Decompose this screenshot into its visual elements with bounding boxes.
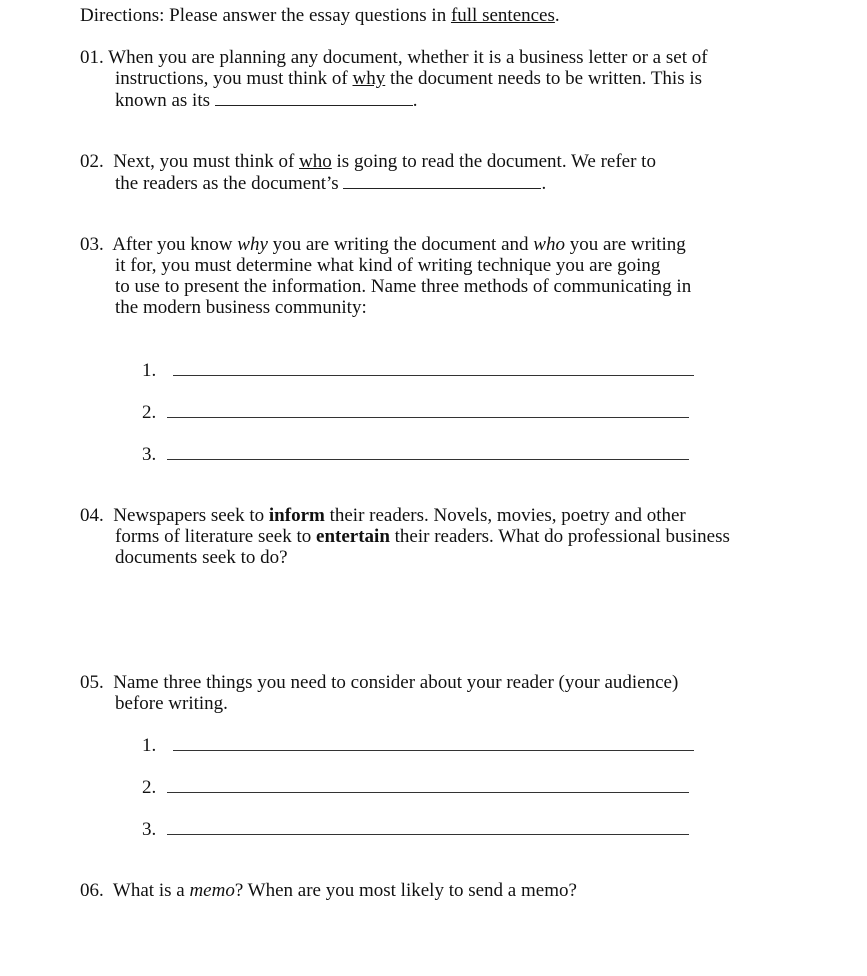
answer-number: 1. xyxy=(142,360,157,381)
answer-line[interactable] xyxy=(142,359,694,381)
emphasis-memo: memo xyxy=(189,880,235,901)
answer-rule[interactable] xyxy=(167,401,689,418)
question-number: 05. xyxy=(80,672,104,693)
question-01 xyxy=(80,47,708,111)
answer-rule[interactable] xyxy=(167,443,689,460)
answer-rule[interactable] xyxy=(167,776,689,793)
question-number: 06. xyxy=(80,880,104,901)
question-number: 02. xyxy=(80,151,104,172)
question-text: it for, you must determine what kind of writing technique you are going xyxy=(115,255,661,276)
emphasis-who: who xyxy=(533,234,565,255)
question-text: before writing. xyxy=(115,693,228,714)
question-text: the modern business community: xyxy=(115,297,367,318)
answer-line[interactable] xyxy=(142,443,689,465)
question-text: forms of literature seek to xyxy=(115,526,317,547)
emphasis-entertain: entertain xyxy=(316,526,390,547)
answer-number: 3. xyxy=(142,444,157,465)
question-text: you are writing the document and xyxy=(267,234,534,255)
directions xyxy=(80,5,560,26)
answer-number: 3. xyxy=(142,819,157,840)
answer-number: 2. xyxy=(142,402,157,423)
answer-number: 2. xyxy=(142,777,157,798)
answer-line[interactable] xyxy=(142,776,689,798)
question-text: Name three things you need to consider about your reader (your audience) xyxy=(113,672,679,693)
question-text: known as its xyxy=(115,90,215,111)
answer-rule[interactable] xyxy=(167,818,689,835)
question-06 xyxy=(80,880,577,901)
answer-rule[interactable] xyxy=(173,734,694,751)
question-text: Newspapers seek to xyxy=(113,505,269,526)
fill-in-blank[interactable] xyxy=(343,172,541,189)
question-text: When you are planning any document, whether it is a business letter or a set of xyxy=(108,47,708,68)
question-number: 04. xyxy=(80,505,104,526)
question-text: the document needs to be written. This is xyxy=(385,68,703,89)
question-text: What is a xyxy=(112,880,190,901)
question-text: . xyxy=(412,90,418,111)
question-05 xyxy=(80,672,678,714)
answer-number: 1. xyxy=(142,735,157,756)
emphasis-why: why xyxy=(237,234,268,255)
answer-line[interactable] xyxy=(142,818,689,840)
question-02 xyxy=(80,151,656,194)
question-text: is going to read the document. We refer to xyxy=(331,151,656,172)
answer-line[interactable] xyxy=(142,401,689,423)
question-text: ? When are you most likely to send a memo? xyxy=(234,880,577,901)
question-text: the readers as the document’s xyxy=(115,173,344,194)
question-number: 03. xyxy=(80,234,104,255)
question-04 xyxy=(80,505,730,568)
question-text: their readers. Novels, movies, poetry and other xyxy=(324,505,686,526)
question-text: Next, you must think of xyxy=(113,151,300,172)
answer-rule[interactable] xyxy=(173,359,694,376)
question-number: 01. xyxy=(80,47,104,68)
question-text: instructions, you must think of xyxy=(115,68,353,89)
directions-text: Directions: Please answer the essay questions in xyxy=(80,5,451,26)
fill-in-blank[interactable] xyxy=(215,89,413,106)
emphasis-why: why xyxy=(352,68,386,89)
emphasis-who: who xyxy=(299,151,332,172)
question-text: you are writing xyxy=(564,234,686,255)
question-text: documents seek to do? xyxy=(115,547,288,568)
question-text: their readers. What do professional business xyxy=(389,526,730,547)
emphasis-inform: inform xyxy=(268,505,325,526)
answer-line[interactable] xyxy=(142,734,694,756)
directions-emphasis: full sentences xyxy=(450,5,555,26)
question-text: to use to present the information. Name three methods of communicating in xyxy=(115,276,692,297)
question-text: . xyxy=(541,173,547,194)
directions-suffix: . xyxy=(554,5,560,26)
question-03 xyxy=(80,234,691,318)
question-text: After you know xyxy=(112,234,238,255)
